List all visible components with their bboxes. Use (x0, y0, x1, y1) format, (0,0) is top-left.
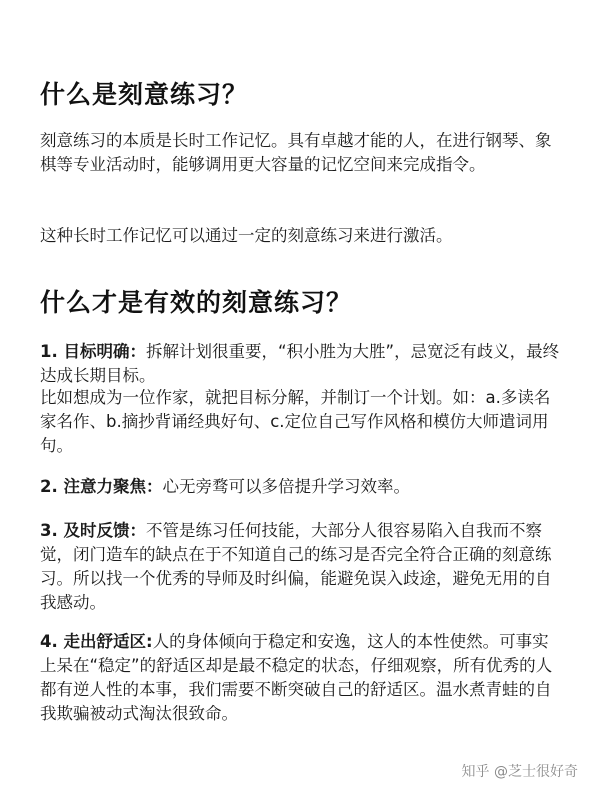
list-item-title: 1. 目标明确： (40, 342, 146, 361)
list-item-focus (40, 475, 560, 499)
paragraph-activation: 这种长时工作记忆可以通过一定的刻意练习来进行激活。 (40, 226, 453, 245)
list-item-comfort-zone (40, 630, 560, 726)
paragraph-definition: 刻意练习的本质是长时工作记忆。具有卓越才能的人，在进行钢琴、象棋等专业活动时，能够调用更大容量的记忆空间来完成指令。 (40, 131, 552, 174)
watermark: 知乎 @芝士很好奇 (461, 764, 578, 780)
list-item-text: 心无旁骛可以多倍提升学习效率。 (162, 477, 410, 496)
list-item-text: 不管是练习任何技能，大部分人很容易陷入自我而不察觉，闭门造车的缺点在于不知道自己的练习是否完全符合正确的刻意练习。所以找一个优秀的导师及时纠偏，能避免误入歧途，避免无用的自我感动。 (40, 521, 552, 612)
list-item-goal (40, 340, 560, 388)
list-item-title: 2. 注意力聚焦： (40, 477, 163, 496)
list-item-title: 3. 及时反馈： (40, 521, 146, 540)
section-heading-effective: 什么才是有效的刻意练习？ (40, 288, 353, 317)
list-item-feedback (40, 519, 560, 615)
list-item-title: 4. 走出舒适区: (40, 632, 153, 651)
list-item-text: 人的身体倾向于稳定和安逸，这人的本性使然。可事实上呆在“稳定”的舒适区却是最不稳定的状态，仔细观察，所有优秀的人都有逆人性的本事，我们需要不断突破自己的舒适区。温水煮青蛙的自我欺骗被动式淘汰很致命。 (40, 632, 553, 723)
list-item-goal-example: 比如想成为一位作家，就把目标分解，并制订一个计划。如：a.多读名家名作、b.摘抄背诵经典好句、c.定位自己写作风格和模仿大师遣词用句。 (40, 388, 551, 455)
section-heading-what-is: 什么是刻意练习？ (40, 80, 249, 109)
list-item-text: 拆解计划很重要，“积小胜为大胜”，忌宽泛有歧义，最终达成长期目标。 (40, 342, 560, 385)
